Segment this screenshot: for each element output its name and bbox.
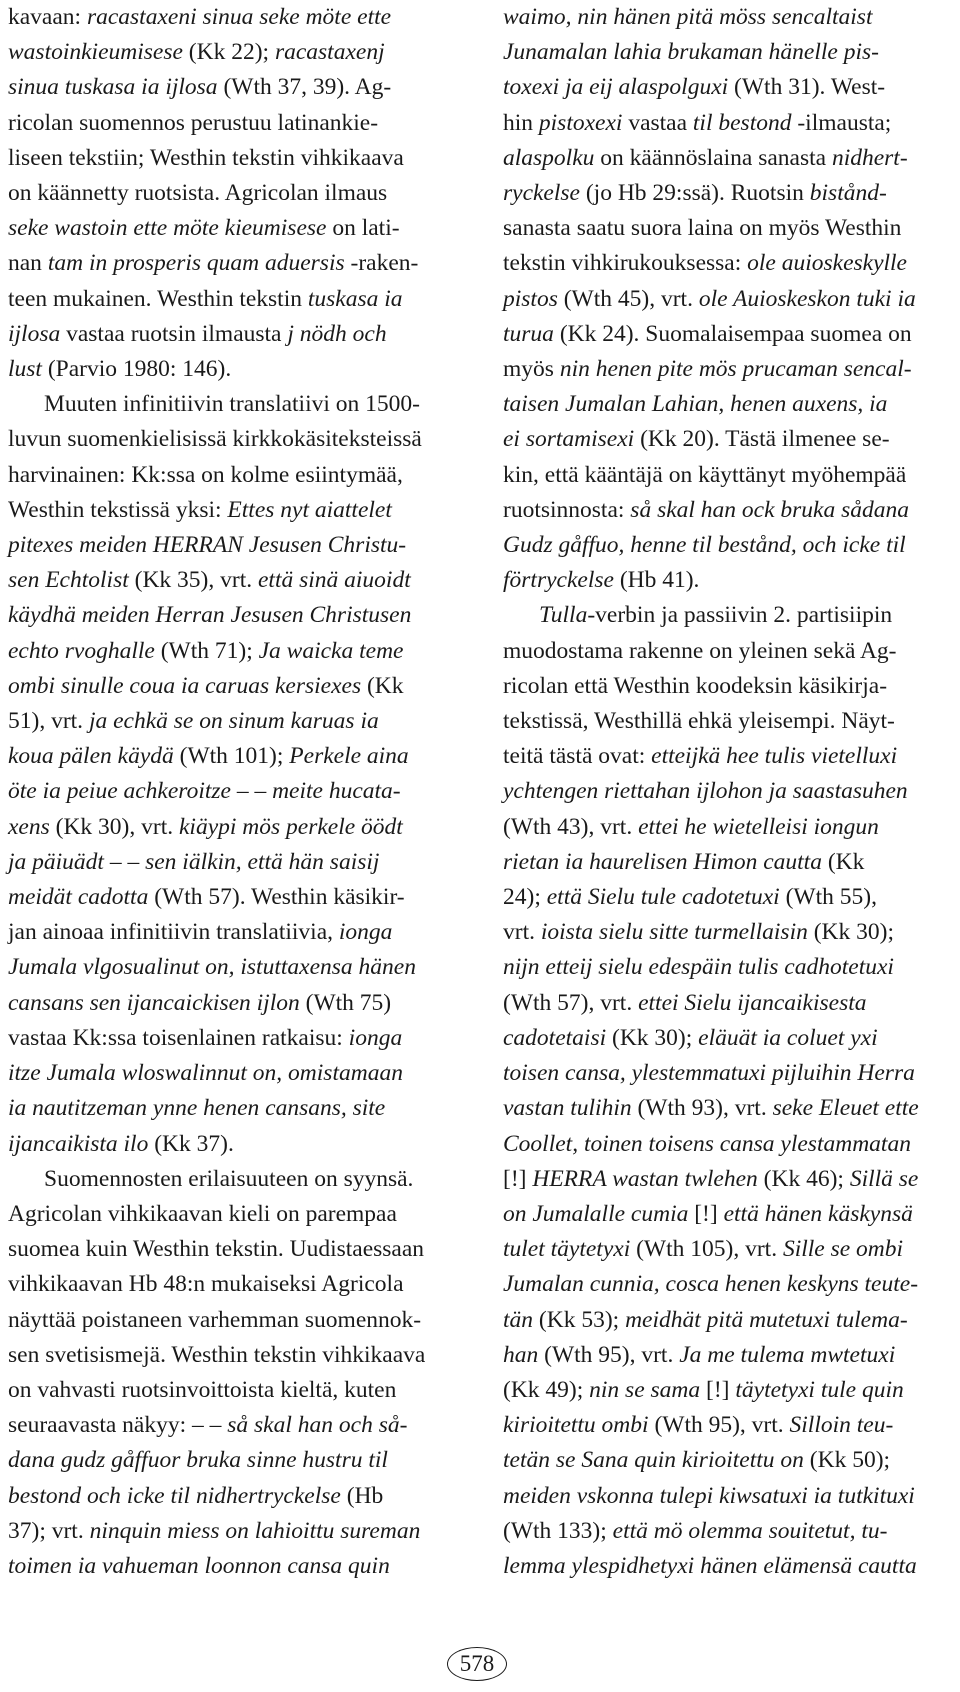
italic-text: Perkele aina	[289, 743, 409, 770]
text-segment: on käännöslaina sanasta	[594, 144, 832, 171]
italic-text: ja echkä se on sinum karuas ia	[88, 708, 379, 735]
text-segment: harvinainen: Kk:ssa on kolme esiintymää,	[8, 461, 403, 488]
text-line	[503, 1338, 955, 1373]
text-segment: 24);	[503, 884, 547, 911]
italic-text: ole Auioskeskon tuki ia	[698, 285, 916, 312]
italic-text: nijn etteij sielu edespäin tulis cadhotetuxi	[503, 954, 894, 981]
text-line	[8, 1021, 460, 1056]
italic-text: ionga	[338, 919, 393, 946]
text-line	[8, 141, 460, 176]
text-segment: jan ainoaa infinitiivin translatiivia,	[8, 919, 339, 946]
text-segment: ricolan että Westhin koodeksin käsikirja-	[503, 672, 888, 699]
text-line	[8, 317, 460, 352]
italic-text: etteijkä hee tulis vietelluxi	[651, 743, 898, 770]
italic-text: täytetyxi tule quin	[735, 1376, 904, 1403]
italic-text: Junamalan lahia brukaman hänelle pis-	[503, 39, 879, 66]
text-segment: teen mukainen. Westhin tekstin	[8, 285, 308, 312]
italic-text: ionga	[348, 1024, 403, 1051]
italic-text: koua pälen käydä	[8, 743, 174, 770]
italic-text: että sinä aiuoidt	[257, 567, 411, 594]
right-column	[503, 0, 955, 1584]
text-line	[8, 1338, 460, 1373]
text-segment: [!]	[503, 1165, 533, 1192]
text-segment: (Wth 45), vrt.	[557, 285, 699, 312]
text-line	[8, 35, 460, 70]
italic-text: Sille se ombi	[782, 1236, 904, 1263]
italic-text: echto rvoghalle	[8, 637, 155, 664]
text-segment: [!]	[688, 1200, 724, 1227]
text-segment: -ilmausta;	[791, 109, 892, 136]
text-line	[8, 1232, 460, 1267]
text-segment: vrt.	[503, 919, 541, 946]
text-segment: (Wth 75)	[299, 989, 392, 1016]
text-segment: (Kk 35), vrt.	[128, 567, 258, 594]
italic-text: toisen cansa, ylestemmatuxi pijluihin Herra	[503, 1060, 915, 1087]
text-line	[503, 704, 955, 739]
text-line	[503, 282, 955, 317]
italic-text: lust	[8, 356, 42, 383]
text-segment: ruotsinnosta:	[503, 496, 631, 523]
text-segment: (Wth 57), vrt.	[503, 989, 639, 1016]
text-segment: (Kk 53);	[533, 1306, 626, 1333]
text-line	[8, 246, 460, 281]
text-line	[503, 598, 955, 633]
text-segment: (Wth 95), vrt.	[648, 1412, 790, 1439]
text-segment: kavaan:	[8, 4, 87, 30]
italic-text: vastan tulihin	[503, 1095, 632, 1122]
text-segment: ricolan suomennos perustuu latinankie-	[8, 109, 379, 136]
italic-text: wastoinkieumisese	[8, 39, 183, 66]
text-segment: vastaa Kk:ssa toisenlainen ratkaisu:	[8, 1024, 349, 1051]
italic-text: Sillä se	[849, 1165, 919, 1192]
text-line	[8, 634, 460, 669]
text-segment: seuraavasta näkyy:	[8, 1412, 193, 1439]
italic-text: turua	[503, 320, 554, 347]
text-segment: (Wth 71);	[154, 637, 259, 664]
text-segment: sanasta saatu suora laina on myös Westhin	[503, 215, 902, 242]
text-segment: (Kk 20). Tästä ilmenee se-	[634, 426, 890, 453]
italic-text: että Sielu tule cadotetuxi	[546, 884, 780, 911]
text-line	[8, 493, 460, 528]
italic-text: meidät cadotta	[8, 884, 149, 911]
text-line	[8, 774, 460, 809]
text-line	[503, 246, 955, 281]
italic-text: racastaxeni sinua seke möte ette	[86, 4, 392, 30]
text-line	[503, 493, 955, 528]
italic-text: förtryckelse	[503, 567, 614, 594]
italic-text: öte ia peiue achkeroitze – – meite hucata-	[8, 778, 401, 805]
text-line	[503, 1373, 955, 1408]
text-line	[503, 634, 955, 669]
text-line	[503, 669, 955, 704]
text-line	[8, 1127, 460, 1162]
italic-text: ja päiuädt – – sen iälkin, että hän saisij	[8, 848, 380, 875]
text-line	[503, 950, 955, 985]
text-segment: (Kk 24). Suomalaisempaa suomea on	[553, 320, 912, 347]
italic-text: tam in prosperis quam aduersis	[47, 250, 345, 277]
text-line	[8, 950, 460, 985]
italic-text: rietan ia haurelisen Himon cautta	[503, 848, 822, 875]
text-line	[8, 704, 460, 739]
text-segment: (Kk 49);	[503, 1376, 590, 1403]
text-line	[8, 176, 460, 211]
text-line	[503, 211, 955, 246]
text-segment: (Wth 37, 39). Ag-	[217, 74, 392, 101]
italic-text: j nödh och	[287, 320, 387, 347]
text-segment: (Kk 30);	[606, 1024, 699, 1051]
text-line	[503, 1549, 955, 1584]
text-line	[8, 1514, 460, 1549]
text-segment: (Wth 43), vrt.	[503, 813, 639, 840]
italic-text: ei sortamisexi	[503, 426, 635, 453]
page-number: 578	[447, 1647, 507, 1681]
text-line	[8, 458, 460, 493]
italic-text: Ja waicka teme	[258, 637, 404, 664]
text-segment: Agricolan vihkikaavan kieli on parempaa	[8, 1200, 397, 1227]
italic-text: Jumala vlgosualinut on, istuttaxensa hänen	[8, 954, 416, 981]
text-line	[503, 422, 955, 457]
italic-text: sen Echtolist	[8, 567, 129, 594]
italic-text: Ettes nyt aiattelet	[227, 496, 392, 523]
text-segment: (Kk 50);	[803, 1447, 891, 1474]
italic-text: ettei Sielu ijancaikisesta	[638, 989, 867, 1016]
italic-text: seke Eleuet ette	[772, 1095, 919, 1122]
italic-text: toxexi ja eij alaspolguxi	[503, 74, 729, 101]
italic-text: Silloin teu-	[789, 1412, 894, 1439]
italic-text: pistoxexi	[538, 109, 623, 136]
text-line	[503, 1127, 955, 1162]
text-line	[8, 563, 460, 598]
italic-text: taisen Jumalan Lahian, henen auxens, ia	[503, 391, 888, 418]
italic-text: cansans sen ijancaickisen ijlon	[8, 989, 300, 1016]
text-line	[503, 810, 955, 845]
italic-text: käydhä meiden Herran Jesusen Christusen	[8, 602, 412, 629]
text-segment: (Wth 95), vrt.	[538, 1341, 680, 1368]
text-line	[8, 422, 460, 457]
text-line	[8, 1373, 460, 1408]
text-line	[503, 1197, 955, 1232]
italic-text: så skal han ock bruka sådana	[630, 496, 910, 523]
text-line	[503, 352, 955, 387]
italic-text: Ja me tulema mwtetuxi	[679, 1341, 896, 1368]
italic-text: ryckelse	[503, 180, 580, 207]
text-segment: (Hb 41).	[613, 567, 700, 594]
text-line	[503, 528, 955, 563]
text-segment: hin	[503, 109, 539, 136]
text-line	[503, 1232, 955, 1267]
text-line	[8, 845, 460, 880]
italic-text: ijancaikista ilo	[8, 1130, 149, 1157]
italic-text: Jumalan cunnia, cosca henen keskyns teute-	[503, 1271, 919, 1298]
italic-text: dana gudz gåffuor bruka sinne hustru til	[8, 1447, 388, 1474]
text-line	[503, 176, 955, 211]
text-line	[8, 1267, 460, 1302]
text-line	[503, 387, 955, 422]
text-segment: (Kk 37).	[148, 1130, 234, 1157]
text-line	[503, 1091, 955, 1126]
text-segment: (Wth 101);	[173, 743, 290, 770]
text-line	[8, 1162, 460, 1197]
text-segment: Muuten infinitiivin translatiivi on 1500-	[44, 391, 420, 418]
text-line	[503, 1514, 955, 1549]
text-line	[8, 211, 460, 246]
text-line	[8, 70, 460, 105]
text-segment: kin, että kääntäjä on käyttänyt myöhempää	[503, 461, 907, 488]
text-line	[8, 669, 460, 704]
italic-text: bistånd-	[809, 180, 887, 207]
italic-text: cadotetaisi	[503, 1024, 607, 1051]
italic-text: pistos	[503, 285, 558, 312]
text-line	[8, 1443, 460, 1478]
text-line	[503, 0, 955, 35]
text-line	[8, 880, 460, 915]
italic-text: nin se sama	[589, 1376, 701, 1403]
text-line	[503, 1443, 955, 1478]
italic-text: alaspolku	[503, 144, 595, 171]
italic-text: Tulla	[539, 602, 588, 629]
italic-text: ioista sielu sitte turmellaisin	[540, 919, 808, 946]
text-line	[8, 739, 460, 774]
text-segment: näyttää poistaneen varhemman suomennok-	[8, 1306, 422, 1333]
text-segment: on käännetty ruotsista. Agricolan ilmaus	[8, 180, 388, 207]
italic-text: ninquin miess on lahioittu sureman	[89, 1517, 421, 1544]
italic-text: ombi sinulle coua ia caruas kersiexes	[8, 672, 362, 699]
text-segment: 37); vrt.	[8, 1517, 90, 1544]
text-line	[8, 387, 460, 422]
text-line	[503, 106, 955, 141]
text-line	[8, 282, 460, 317]
text-line	[503, 1267, 955, 1302]
text-segment: (Hb	[340, 1482, 384, 1509]
italic-text: tuskasa ia	[307, 285, 403, 312]
text-line	[8, 352, 460, 387]
text-segment: (Wth 105), vrt.	[630, 1236, 783, 1263]
text-line	[8, 1091, 460, 1126]
text-segment: nan	[8, 250, 48, 277]
text-segment: vastaa	[622, 109, 693, 136]
italic-text: ettei he wietelleisi iongun	[638, 813, 879, 840]
text-segment: (Kk 46);	[757, 1165, 850, 1192]
text-segment: (Wth 55),	[779, 884, 877, 911]
text-segment: Suomennosten erilaisuuteen on syynsä.	[44, 1165, 414, 1192]
italic-text: til bestond	[692, 109, 792, 136]
text-line	[503, 563, 955, 598]
italic-text: ia nautitzeman ynne henen cansans, site	[8, 1095, 386, 1122]
text-segment: Westhin tekstissä yksi:	[8, 496, 228, 523]
italic-text: tulet täytetyxi	[503, 1236, 631, 1263]
italic-text: meidhät pitä mutetuxi tulema-	[625, 1306, 908, 1333]
italic-text: HERRA wastan twlehen	[532, 1165, 758, 1192]
italic-text: tetän se Sana quin kirioitettu on	[503, 1447, 804, 1474]
italic-text: toimen ia vahueman loonnon cansa quin	[8, 1552, 390, 1579]
text-segment: (jo Hb 29:ssä). Ruotsin	[579, 180, 810, 207]
text-segment: (Parvio 1980: 146).	[41, 356, 232, 383]
text-segment: (Kk 30), vrt.	[49, 813, 179, 840]
text-line	[503, 1303, 955, 1338]
text-segment: tekstin vihkirukouksessa:	[503, 250, 748, 277]
text-segment: 51), vrt.	[8, 708, 89, 735]
italic-text: ychtengen riettahan ijlohon ja saastasuhen	[503, 778, 908, 805]
italic-text: pitexes meiden HERRAN Jesusen Christu-	[8, 532, 407, 559]
italic-text: sinua tuskasa ia ijlosa	[8, 74, 218, 101]
text-line	[503, 1408, 955, 1443]
text-line	[503, 1162, 955, 1197]
text-segment: (Wth 57). Westhin käsikir-	[148, 884, 405, 911]
italic-text: tän	[503, 1306, 534, 1333]
text-segment: -raken-	[344, 250, 419, 277]
text-line	[8, 0, 460, 35]
italic-text: ole auioskeskylle	[747, 250, 907, 277]
text-line	[503, 70, 955, 105]
italic-text: waimo, nin hänen pitä möss sencaltaist	[503, 4, 873, 30]
italic-text: seke wastoin ette möte kieumisese	[8, 215, 327, 242]
text-line	[8, 1479, 460, 1514]
italic-text: bestond och icke til nidhertryckelse	[8, 1482, 341, 1509]
text-segment: sen svetisismejä. Westhin tekstin vihkikaava	[8, 1341, 426, 1368]
italic-text: racastaxenj	[274, 39, 385, 66]
italic-text: nin henen pite mös prucaman sencal-	[559, 356, 912, 383]
text-segment: tekstissä, Westhillä ehkä yleisempi. Näyt-	[503, 708, 895, 735]
text-segment: (Wth 133);	[503, 1517, 613, 1544]
text-segment: -verbin ja passiivin 2. partisiipin	[587, 602, 893, 629]
text-line	[8, 106, 460, 141]
italic-text: kirioitettu ombi	[503, 1412, 649, 1439]
text-line	[503, 141, 955, 176]
text-segment: [!]	[700, 1376, 736, 1403]
text-line	[503, 458, 955, 493]
text-line	[8, 1549, 460, 1584]
text-segment: suomea kuin Westhin tekstin. Uudistaessaan	[8, 1236, 425, 1263]
text-line	[503, 845, 955, 880]
text-segment: (Wth 31). West-	[728, 74, 886, 101]
text-line	[503, 739, 955, 774]
italic-text: Coollet, toinen toisens cansa ylestammatan	[503, 1130, 911, 1157]
italic-text: on Jumalalle cumia	[503, 1200, 689, 1227]
text-line	[8, 915, 460, 950]
text-line	[503, 1479, 955, 1514]
text-segment: myös	[503, 356, 560, 383]
text-line	[8, 1197, 460, 1232]
text-line	[503, 1056, 955, 1091]
text-line	[8, 1056, 460, 1091]
text-segment: luvun suomenkielisissä kirkkokäsiteksteissä	[8, 426, 422, 453]
italic-text: nidhert-	[831, 144, 908, 171]
text-line	[8, 528, 460, 563]
text-segment: (Kk 22);	[182, 39, 275, 66]
italic-text: xens	[8, 813, 50, 840]
text-segment: muodostama rakenne on yleinen sekä Ag-	[503, 637, 897, 664]
text-segment: on lati-	[326, 215, 400, 242]
italic-text: lemma ylespidhetyxi hänen elämensä cautta	[503, 1552, 917, 1579]
text-line	[8, 810, 460, 845]
text-segment: on vahvasti ruotsinvoittoista kieltä, kuten	[8, 1376, 397, 1403]
italic-text: että mö olemma souitetut, tu-	[612, 1517, 888, 1544]
italic-text: meiden vskonna tulepi kiwsatuxi ia tutkituxi	[503, 1482, 915, 1509]
text-segment: (Kk	[821, 848, 865, 875]
text-segment: vastaa ruotsin ilmausta	[60, 320, 288, 347]
text-line	[503, 35, 955, 70]
text-line	[8, 1408, 460, 1443]
text-line	[503, 915, 955, 950]
text-line	[503, 986, 955, 1021]
text-segment: teitä tästä ovat:	[503, 743, 652, 770]
italic-text: eläuät ia coluet yxi	[698, 1024, 878, 1051]
text-segment: (Wth 93), vrt.	[631, 1095, 773, 1122]
italic-text: itze Jumala wloswalinnut on, omistamaan	[8, 1060, 403, 1087]
text-line	[503, 880, 955, 915]
text-line	[8, 598, 460, 633]
text-segment: (Kk	[361, 672, 404, 699]
italic-text: – – så skal han och så-	[192, 1412, 408, 1439]
text-line	[503, 1021, 955, 1056]
text-line	[503, 317, 955, 352]
text-line	[8, 986, 460, 1021]
text-segment: vihkikaavan Hb 48:n mukaiseksi Agricola	[8, 1271, 404, 1298]
italic-text: kiäypi mös perkele öödt	[179, 813, 403, 840]
text-segment: (Kk 30);	[807, 919, 895, 946]
text-segment: liseen tekstiin; Westhin tekstin vihkikaava	[8, 144, 404, 171]
left-column	[8, 0, 460, 1584]
text-line	[8, 1303, 460, 1338]
italic-text: että hänen käskynsä	[723, 1200, 913, 1227]
italic-text: Gudz gåffuo, henne til bestånd, och icke til	[503, 532, 906, 559]
italic-text: han	[503, 1341, 539, 1368]
text-line	[503, 774, 955, 809]
italic-text: ijlosa	[8, 320, 61, 347]
